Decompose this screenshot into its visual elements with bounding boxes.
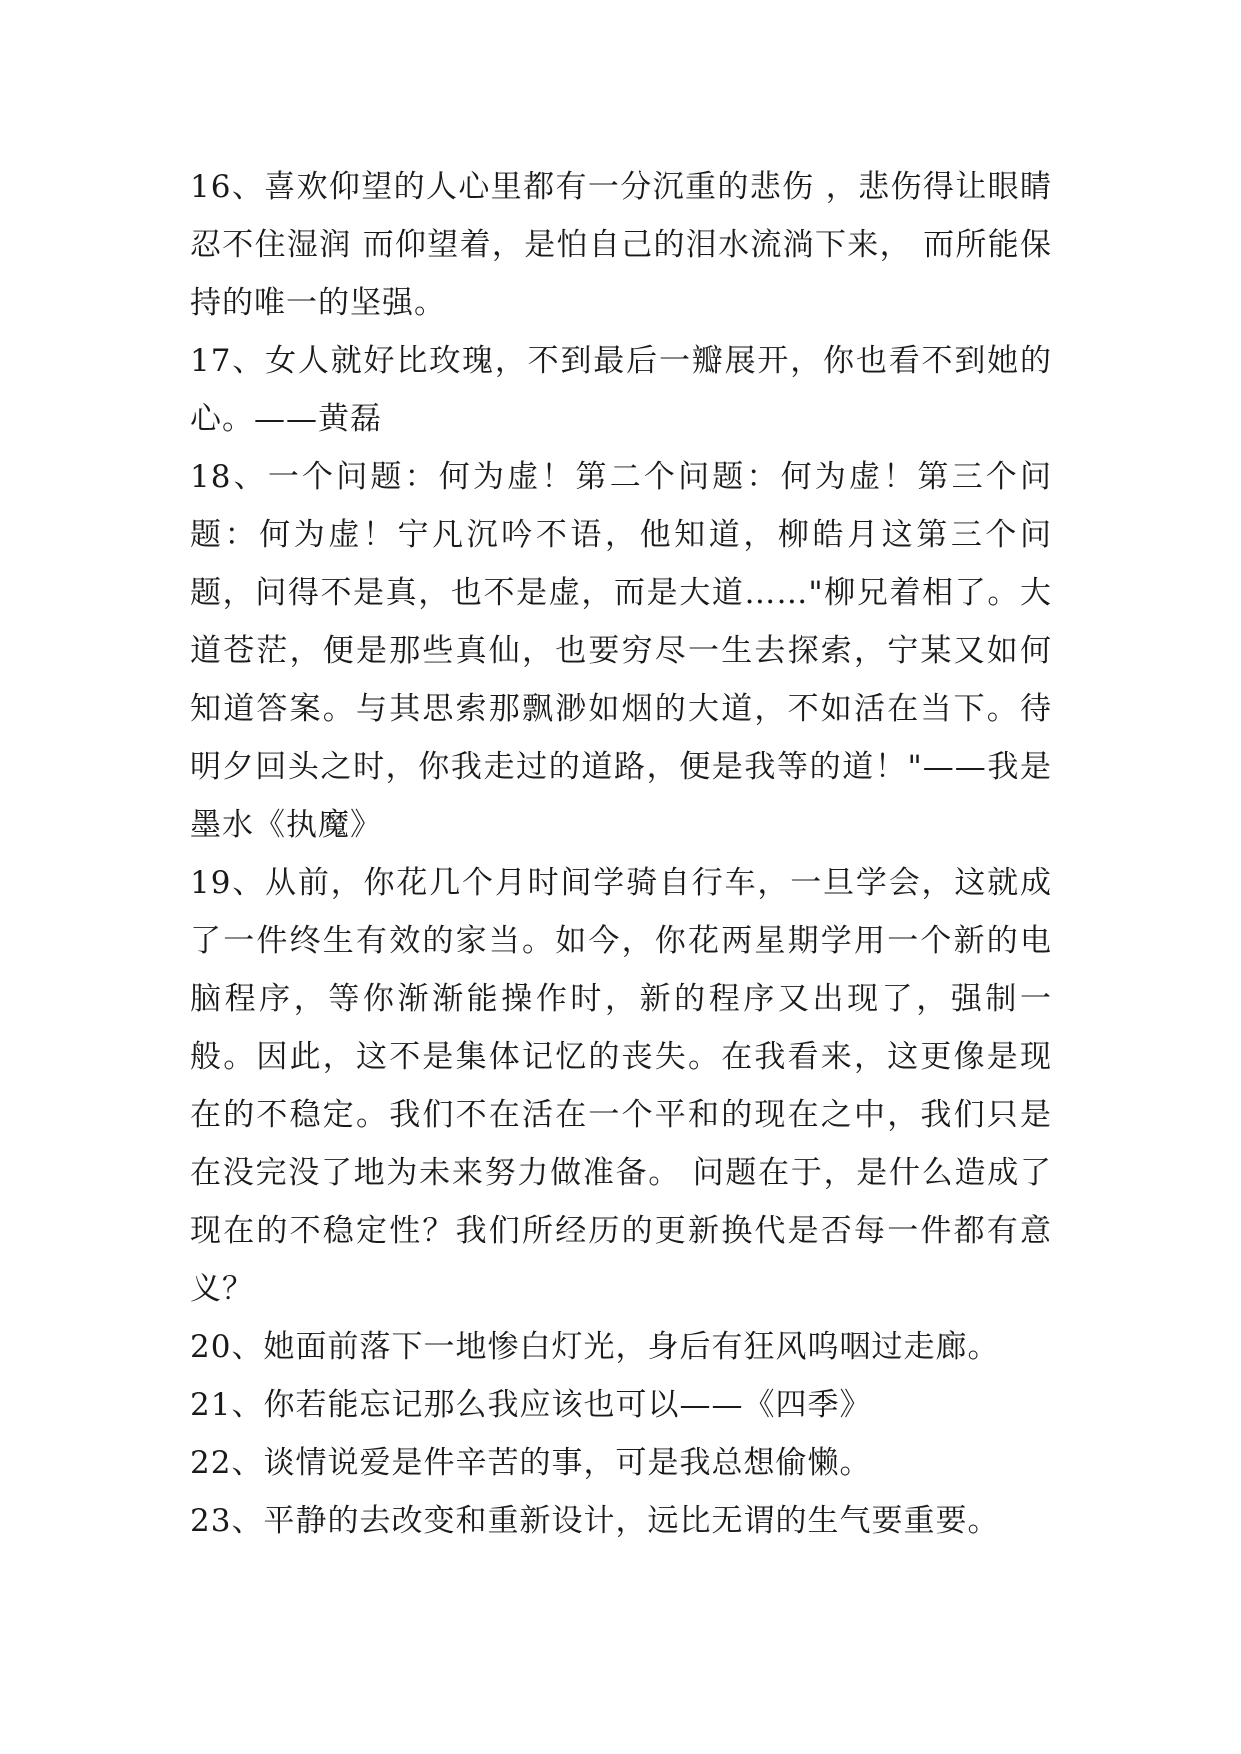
entry-23: 23、平静的去改变和重新设计，远比无谓的生气要重要。	[190, 1503, 1000, 1539]
document-body	[190, 158, 1052, 1550]
entry-16: 16、喜欢仰望的人心里都有一分沉重的悲伤 ，悲伤得让眼睛忍不住湿润 而仰望着，是怕自己的泪水流淌下来， 而所能保持的唯一的坚强。	[190, 169, 1052, 321]
entry-21: 21、你若能忘记那么我应该也可以——《四季》	[190, 1387, 872, 1423]
entry-20: 20、她面前落下一地惨白灯光，身后有狂风呜咽过走廊。	[190, 1329, 1000, 1365]
entry-17: 17、女人就好比玫瑰，不到最后一瓣展开，你也看不到她的心。——黄磊	[190, 343, 1052, 437]
entry-22: 22、谈情说爱是件辛苦的事，可是我总想偷懒。	[190, 1445, 872, 1481]
entry-18: 18、一个问题：何为虚！第二个问题：何为虚！第三个问题：何为虚！宁凡沉吟不语，他知道，柳皓月这第三个问题，问得不是真，也不是虚，而是大道……"柳兄着相了。大道苍茫，便是那些真仙，也要穷尽一生去探索，宁某又如何知道答案。与其思索那飘渺如烟的大道，不如活在当下。待明夕回头之时，你我走过的道路，便是我等的道！"——我是墨水《执魔》	[190, 459, 1052, 843]
entry-19: 19、从前，你花几个月时间学骑自行车，一旦学会，这就成了一件终生有效的家当。如今，你花两星期学用一个新的电脑程序，等你渐渐能操作时，新的程序又出现了，强制一般。因此，这不是集体记忆的丧失。在我看来，这更像是现在的不稳定。我们不在活在一个平和的现在之中，我们只是在没完没了地为未来努力做准备。 问题在于，是什么造成了现在的不稳定性？我们所经历的更新换代是否每一件都有意义？	[190, 865, 1052, 1307]
